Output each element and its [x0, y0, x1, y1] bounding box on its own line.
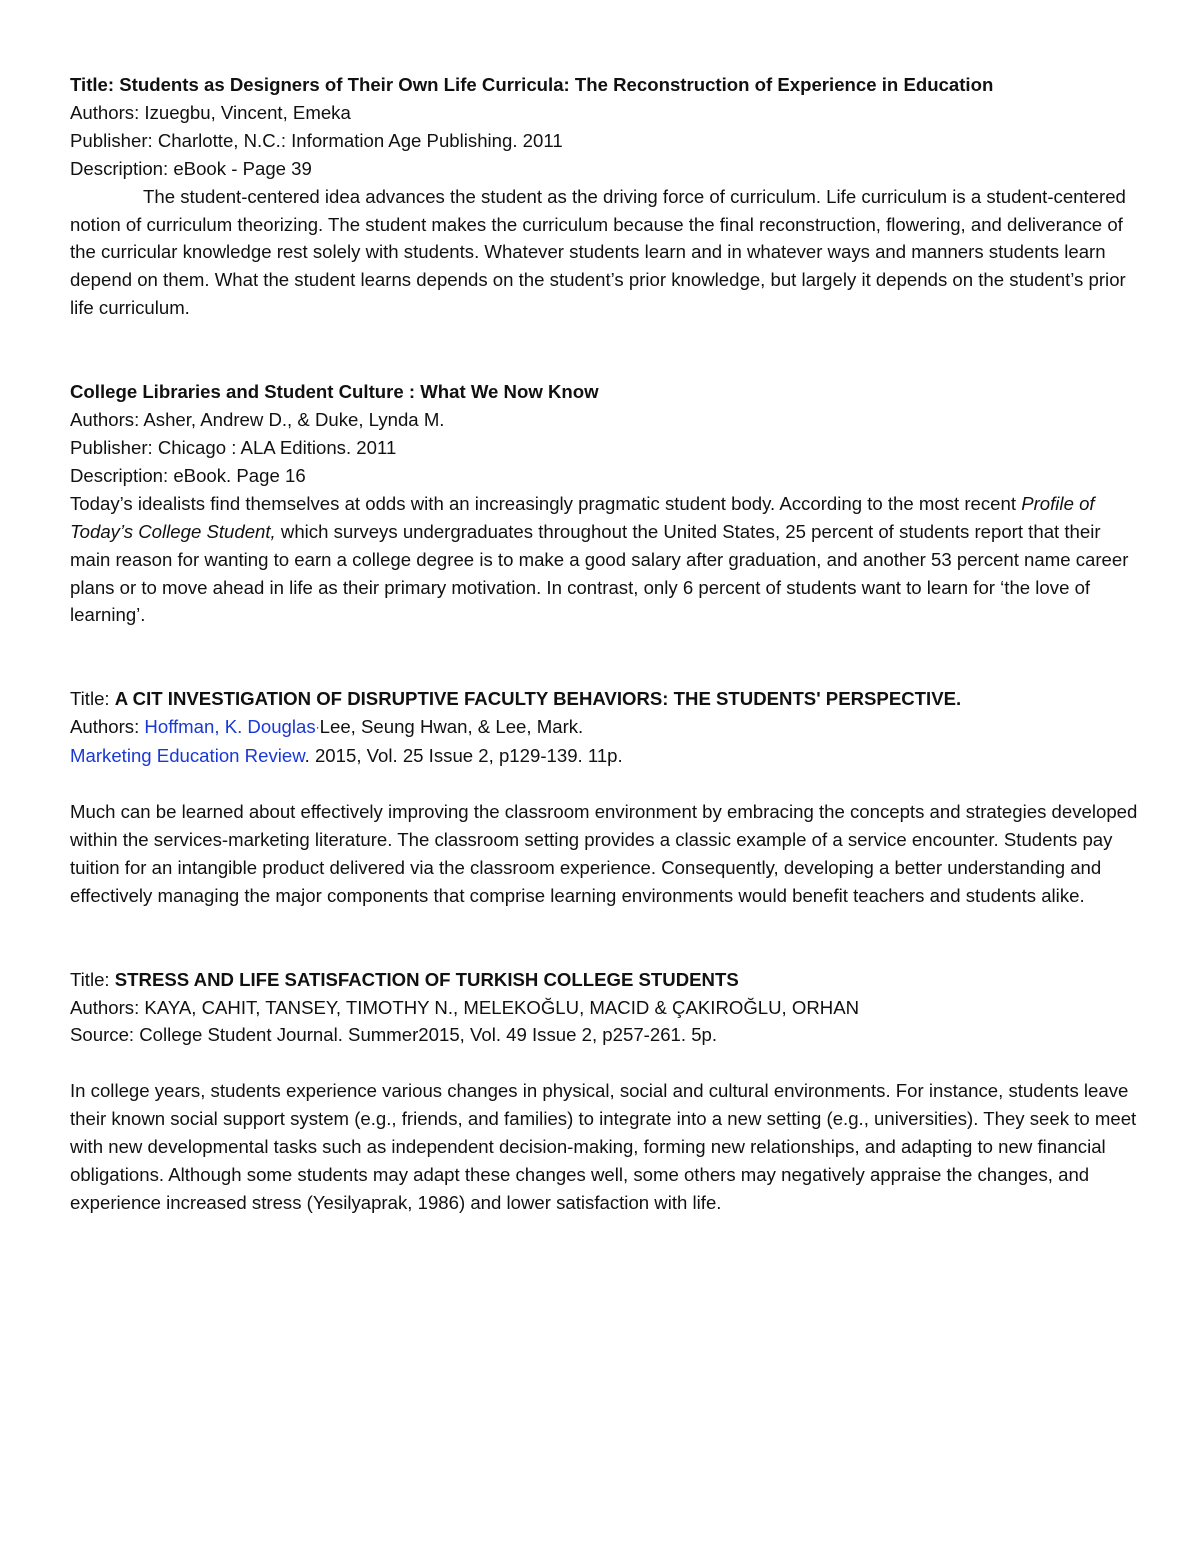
spacer	[70, 1049, 1140, 1077]
entry-source: Source: College Student Journal. Summer2015, Vol. 49 Issue 2, p257-261. 5p.	[70, 1024, 718, 1046]
entry-abstract: Much can be learned about effectively improving the classroom environment by embracing the concepts and strategies developed within the services-marketing literature. The classroom setting provides a classic example of a service encounter. Students pay tuition for an intangible product delivered via the classroom experience. Consequently, developing a better understanding and effectively managing the major components that comprise learning environments would benefit teachers and students alike.	[70, 801, 1138, 906]
entry-title: College Libraries and Student Culture : What We Now Know	[70, 381, 599, 403]
entry-authors: Authors: KAYA, CAHIT, TANSEY, TIMOTHY N., MELEKOĞLU, MACID & ÇAKIROĞLU, ORHAN	[70, 996, 860, 1018]
entry-description: Description: eBook - Page 39	[70, 157, 312, 179]
spacer	[70, 770, 1140, 798]
title-text: Students as Designers of Their Own Life Curricula: The Reconstruction of Experience in Education	[119, 74, 994, 95]
title-text: STRESS AND LIFE SATISFACTION OF TURKISH COLLEGE STUDENTS	[114, 968, 739, 990]
entry-source	[70, 742, 1140, 770]
authors-rest: Lee, Seung Hwan, & Lee, Mark.	[319, 716, 584, 738]
entry-description: Description: eBook. Page 16	[70, 464, 306, 486]
spacer	[70, 629, 1140, 685]
entry-title	[70, 685, 1140, 713]
author-link[interactable]: Hoffman, K. Douglas	[144, 716, 316, 738]
entry-2	[70, 378, 1140, 629]
title-label: Title:	[70, 74, 115, 95]
title-label: Title:	[70, 968, 110, 990]
entry-1	[70, 71, 1140, 322]
entry-3	[70, 685, 1140, 909]
entry-publisher: Publisher: Chicago : ALA Editions. 2011	[70, 436, 397, 458]
spacer	[70, 322, 1140, 378]
source-details: . 2015, Vol. 25 Issue 2, p129-139. 11p.	[304, 745, 623, 767]
entry-title	[70, 966, 1140, 994]
entry-abstract: In college years, students experience various changes in physical, social and cultural environments. For instance, students leave their known social support system (e.g., friends, and families) to integrate into a new setting (e.g., universities). They seek to meet with new developmental tasks such as independent decision-making, forming new relationships, and adapting to new financial obligations. Although some students may adapt these changes well, some others may negatively appraise the changes, and experience increased stress (Yesilyaprak, 1986) and lower satisfaction with life.	[70, 1080, 1137, 1213]
entry-abstract	[70, 490, 1140, 630]
abstract-text-start: Today’s idealists find themselves at odds with an increasingly pragmatic student body. According to the most recent	[70, 492, 1022, 514]
entry-publisher: Publisher: Charlotte, N.C.: Information Age Publishing. 2011	[70, 129, 563, 151]
entry-title	[70, 71, 1140, 99]
entry-authors: Authors: Izuegbu, Vincent, Emeka	[70, 101, 351, 123]
entry-authors: Authors: Asher, Andrew D., & Duke, Lynda M.	[70, 409, 445, 431]
entry-4	[70, 966, 1140, 1217]
abstract-italic-title: Profile of Today’s College Student,	[70, 492, 1095, 542]
entry-authors	[70, 713, 1140, 742]
title-text: A CIT INVESTIGATION OF DISRUPTIVE FACULTY BEHAVIORS: THE STUDENTS' PERSPECTIVE.	[114, 688, 962, 710]
source-link[interactable]: Marketing Education Review	[70, 745, 305, 767]
author-separator: ·	[315, 720, 320, 735]
spacer	[70, 910, 1140, 966]
title-label: Title:	[70, 688, 110, 710]
entry-abstract: The student-centered idea advances the student as the driving force of curriculum. Life curriculum is a student-centered notion of curriculum theorizing. The student makes the curriculum because the final reconstruction, flowering, and deliverance of the curricular knowledge rest solely with students. Whatever students learn and in whatever ways and manners students learn depend on them. What the student learns depends on the student’s prior knowledge, but largely it depends on the student’s prior life curriculum.	[70, 185, 1126, 319]
document-page	[70, 71, 1140, 1217]
abstract-text-end: which surveys undergraduates throughout the United States, 25 percent of students report that their main reason for wanting to earn a college degree is to make a good salary after graduation, and another 53 percent name career plans or to move ahead in life as their primary motivation. In contrast, only 6 percent of students want to learn for ‘the love of learning’.	[70, 520, 1129, 626]
authors-label: Authors:	[70, 716, 140, 738]
